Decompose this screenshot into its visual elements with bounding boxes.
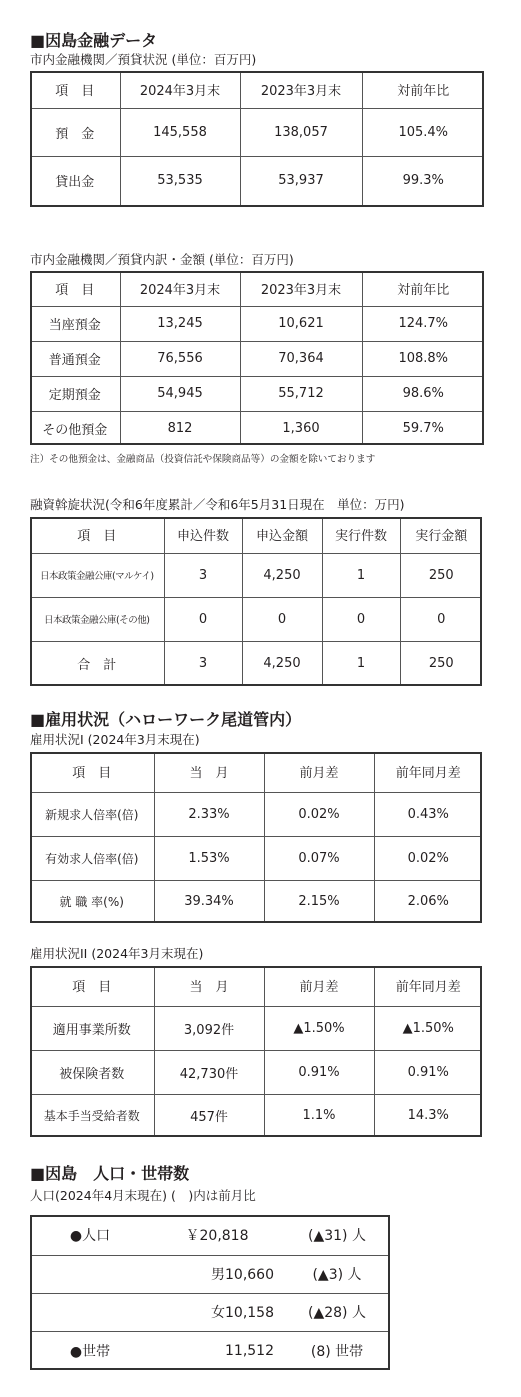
table-cell: 457件: [154, 1094, 264, 1137]
loan-mediation-table: [30, 517, 482, 686]
table-cell: 男10,660: [150, 1255, 284, 1293]
row-label: 被保険者数: [30, 1050, 154, 1094]
row-label: [30, 1293, 150, 1331]
table-cell: (▲28) 人: [284, 1293, 390, 1331]
table-cell: 0: [164, 597, 242, 641]
table-row: [30, 411, 484, 445]
table-cell: 14.3%: [374, 1094, 482, 1137]
table-row: [30, 641, 482, 686]
row-label: ●人口: [30, 1215, 150, 1255]
table-cell: (▲3) 人: [284, 1255, 390, 1293]
deposit-breakdown-subtitle: 市内金融機関／預貸内訳・金額 (単位：百万円): [30, 252, 294, 267]
table-row: [30, 1331, 390, 1370]
table-cell: 0.02%: [374, 836, 482, 880]
table-header-row: [30, 966, 482, 1006]
row-label: 就 職 率(%): [30, 880, 154, 923]
row-label: 合 計: [30, 641, 164, 686]
row-label: 預 金: [30, 108, 120, 156]
table-cell: 2.33%: [154, 792, 264, 836]
table-cell: 70,364: [240, 341, 362, 376]
table-cell: 2.15%: [264, 880, 374, 923]
deposit-loan-subtitle: 市内金融機関／預貸状況 (単位：百万円): [30, 52, 257, 67]
header-cell: 実行金額: [400, 517, 482, 553]
table-cell: 1,360: [240, 411, 362, 445]
table-cell: 0: [400, 597, 482, 641]
table-row: [30, 553, 482, 597]
table-row: [30, 108, 484, 156]
table-cell: 0.43%: [374, 792, 482, 836]
row-label: 定期預金: [30, 376, 120, 411]
table-cell: 99.3%: [362, 156, 484, 205]
header-cell: 2024年3月末: [120, 71, 240, 108]
table-row: [30, 341, 484, 376]
table-cell: 11,512: [150, 1331, 284, 1370]
row-label: 新規求人倍率(倍): [30, 792, 154, 836]
header-cell: 前年同月差: [374, 752, 482, 792]
header-cell: 2023年3月末: [240, 71, 362, 108]
table-row: [30, 1094, 482, 1137]
table-header-row: [30, 271, 484, 306]
header-cell: 項 目: [30, 752, 154, 792]
table-cell: 1.53%: [154, 836, 264, 880]
table-cell: 53,535: [120, 156, 240, 205]
row-label: [30, 1255, 150, 1293]
employment-2-subtitle: 雇用状況II (2024年3月末現在): [30, 946, 204, 961]
table-cell: 250: [400, 641, 482, 686]
table-cell: 1: [322, 553, 400, 597]
table-cell: 250: [400, 553, 482, 597]
section-heading-population: ■因島 人口・世帯数: [30, 1164, 190, 1183]
table-cell: 98.6%: [362, 376, 484, 411]
row-label: 貸出金: [30, 156, 120, 205]
table-cell: 812: [120, 411, 240, 445]
table-cell: 0: [322, 597, 400, 641]
table-cell: 3: [164, 553, 242, 597]
header-cell: 当 月: [154, 752, 264, 792]
table-cell: 76,556: [120, 341, 240, 376]
table-cell: 女10,158: [150, 1293, 284, 1331]
section-heading-employment: ■雇用状況（ハローワーク尾道管内）: [30, 710, 302, 729]
table-cell: 0.07%: [264, 836, 374, 880]
table-cell: 0.91%: [264, 1050, 374, 1094]
table-cell: 1.1%: [264, 1094, 374, 1137]
table-cell: 10,621: [240, 306, 362, 341]
header-cell: 対前年比: [362, 271, 484, 306]
row-label: 日本政策金融公庫(その他): [30, 597, 164, 641]
population-subtitle: 人口(2024年4月末現在) ( )内は前月比: [30, 1188, 256, 1203]
loan-mediation-subtitle: 融資斡旋状況(令和6年度累計／令和6年5月31日現在 単位：万円): [30, 497, 405, 512]
population-table: [30, 1215, 390, 1370]
table-row: [30, 1215, 390, 1255]
table-cell: 53,937: [240, 156, 362, 205]
table-cell: 13,245: [120, 306, 240, 341]
table-cell: 108.8%: [362, 341, 484, 376]
row-label: 有効求人倍率(倍): [30, 836, 154, 880]
table-cell: 2.06%: [374, 880, 482, 923]
table-cell: ▲1.50%: [264, 1006, 374, 1050]
table-row: [30, 1006, 482, 1050]
table-row: [30, 880, 482, 923]
table-row: [30, 792, 482, 836]
table-cell: 54,945: [120, 376, 240, 411]
table-row: [30, 1050, 482, 1094]
table-cell: 4,250: [242, 553, 322, 597]
table-cell: 0: [242, 597, 322, 641]
table-cell: 3,092件: [154, 1006, 264, 1050]
row-label: 日本政策金融公庫(マルケイ): [30, 553, 164, 597]
table-cell: 0.02%: [264, 792, 374, 836]
table-row: [30, 1255, 390, 1293]
header-cell: 前月差: [264, 752, 374, 792]
header-cell: 2023年3月末: [240, 271, 362, 306]
table-header-row: [30, 71, 484, 108]
table-cell: 124.7%: [362, 306, 484, 341]
header-cell: 項 目: [30, 517, 164, 553]
header-cell: 当 月: [154, 966, 264, 1006]
table-row: [30, 1293, 390, 1331]
table-cell: 105.4%: [362, 108, 484, 156]
table-header-row: [30, 752, 482, 792]
table-cell: 42,730件: [154, 1050, 264, 1094]
table-row: [30, 306, 484, 341]
table-row: [30, 597, 482, 641]
table-row: [30, 156, 484, 205]
row-label: 普通預金: [30, 341, 120, 376]
table-cell: (8) 世帯: [284, 1331, 390, 1370]
table-row: [30, 376, 484, 411]
row-label: その他預金: [30, 411, 120, 445]
table-cell: ▲1.50%: [374, 1006, 482, 1050]
employment-1-table: [30, 752, 482, 923]
header-cell: 項 目: [30, 71, 120, 108]
row-label: ●世帯: [30, 1331, 150, 1370]
header-cell: 前月差: [264, 966, 374, 1006]
header-cell: 前年同月差: [374, 966, 482, 1006]
table-cell: 0.91%: [374, 1050, 482, 1094]
table-cell: 1: [322, 641, 400, 686]
employment-2-table: [30, 966, 482, 1137]
header-cell: 対前年比: [362, 71, 484, 108]
employment-1-subtitle: 雇用状況I (2024年3月末現在): [30, 732, 200, 747]
table-cell: 145,558: [120, 108, 240, 156]
header-cell: 2024年3月末: [120, 271, 240, 306]
table-cell: ￥20,818: [150, 1215, 284, 1255]
table-cell: (▲31) 人: [284, 1215, 390, 1255]
deposit-breakdown-table: [30, 271, 484, 445]
section-heading-finance: ■因島金融データ: [30, 31, 158, 50]
row-label: 基本手当受給者数: [30, 1094, 154, 1137]
footnote: 注）その他預金は、金融商品（投資信託や保険商品等）の金額を除いております: [30, 454, 376, 465]
table-cell: 4,250: [242, 641, 322, 686]
deposit-loan-table: [30, 71, 484, 205]
table-cell: 59.7%: [362, 411, 484, 445]
table-cell: 138,057: [240, 108, 362, 156]
header-cell: 項 目: [30, 271, 120, 306]
header-cell: 申込件数: [164, 517, 242, 553]
header-cell: 項 目: [30, 966, 154, 1006]
table-row: [30, 836, 482, 880]
table-cell: 3: [164, 641, 242, 686]
header-cell: 申込金額: [242, 517, 322, 553]
table-cell: 55,712: [240, 376, 362, 411]
row-label: 当座預金: [30, 306, 120, 341]
row-label: 適用事業所数: [30, 1006, 154, 1050]
table-header-row: [30, 517, 482, 553]
header-cell: 実行件数: [322, 517, 400, 553]
table-cell: 39.34%: [154, 880, 264, 923]
